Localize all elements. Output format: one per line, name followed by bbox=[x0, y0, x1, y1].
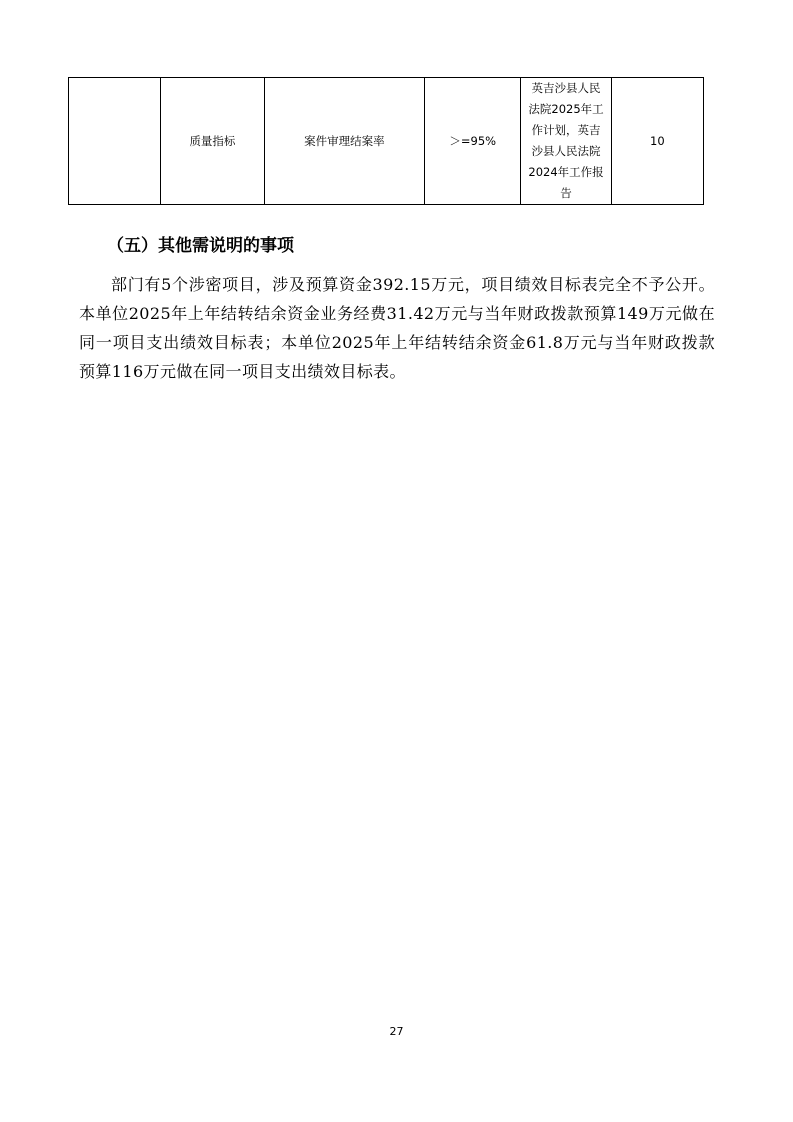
page-number: 27 bbox=[389, 1025, 404, 1038]
section-heading: （五）其他需说明的事项 bbox=[107, 236, 294, 256]
performance-target-table bbox=[68, 77, 704, 205]
indicator-name-cell: 案件审理结案率 bbox=[264, 78, 425, 205]
basis-text: 英吉沙县人民法院2025年工作计划，英吉沙县人民法院2024年工作报告 bbox=[528, 81, 604, 200]
indicator-type-cell: 质量指标 bbox=[161, 78, 264, 205]
score-cell: 10 bbox=[611, 78, 703, 205]
table-row bbox=[69, 78, 704, 205]
basis-cell bbox=[521, 78, 611, 205]
body-paragraph: 部门有5个涉密项目，涉及预算资金392.15万元，项目绩效目标表完全不予公开。本单位2025年上年结转结余资金业务经费31.42万元与当年财政拨款预算149万元做在同一项目支出绩效目标表；本单位2025年上年结转结余资金61.8万元与当年财政拨款预算116万元做在同一项目支出绩效目标表。 bbox=[79, 275, 715, 381]
target-value-cell: ＞=95% bbox=[425, 78, 521, 205]
first-level-indicator-cell bbox=[69, 78, 161, 205]
